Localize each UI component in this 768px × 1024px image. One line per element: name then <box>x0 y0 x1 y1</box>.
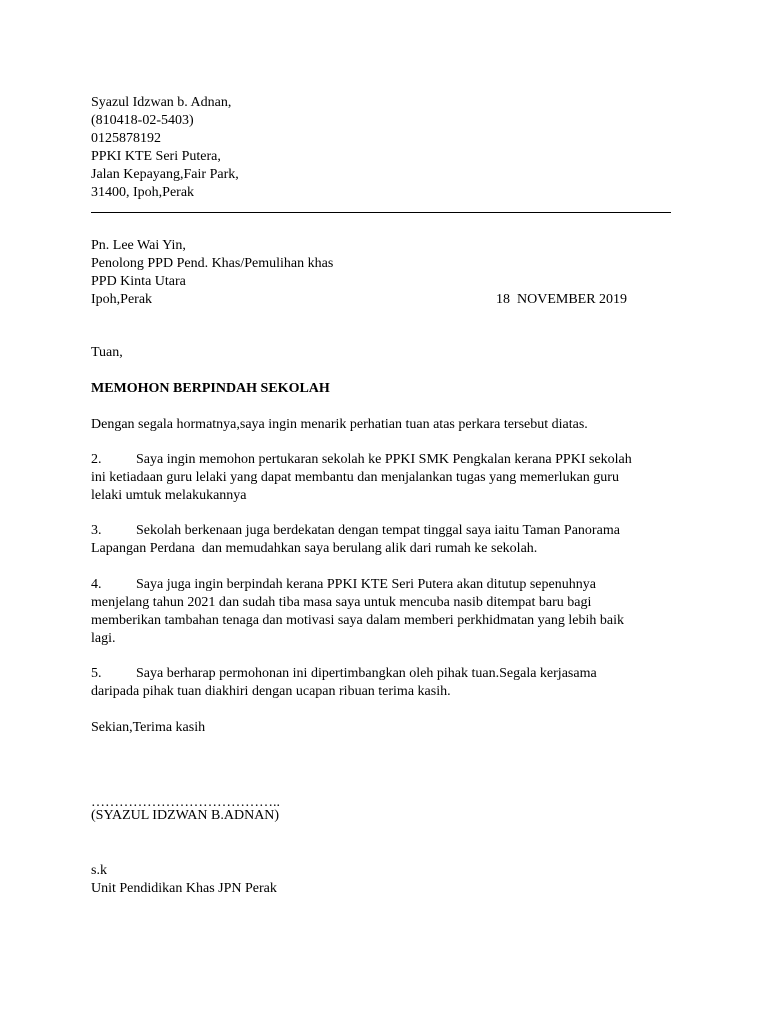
paragraph-number: 2. <box>91 452 102 467</box>
cc-recipient: Unit Pendidikan Khas JPN Perak <box>91 881 277 896</box>
paragraph-text: Saya juga ingin berpindah kerana PPKI KTE Seri Putera akan ditutup sepenuhnya <box>136 577 596 592</box>
intro-paragraph: Dengan segala hormatnya,saya ingin menarik perhatian tuan atas perkara tersebut diatas. <box>91 417 588 432</box>
paragraph-5-line-2: daripada pihak tuan diakhiri dengan ucapan ribuan terima kasih. <box>91 684 451 699</box>
paragraph-text: Sekolah berkenaan juga berdekatan dengan tempat tinggal saya iaitu Taman Panorama <box>136 523 620 538</box>
paragraph-text: Saya ingin memohon pertukaran sekolah ke PPKI SMK Pengkalan kerana PPKI sekolah <box>136 452 632 467</box>
recipient-city: Ipoh,Perak <box>91 292 153 307</box>
recipient-name: Pn. Lee Wai Yin, <box>91 238 186 253</box>
paragraph-3-line-1 <box>91 522 620 540</box>
recipient-title: Penolong PPD Pend. Khas/Pemulihan khas <box>91 256 334 271</box>
paragraph-4-line-3: memberikan tambahan tenaga dan motivasi saya dalam memberi perkhidmatan yang lebih baik <box>91 613 624 628</box>
closing-text: Sekian,Terima kasih <box>91 720 206 735</box>
paragraph-5-line-1 <box>91 665 597 683</box>
paragraph-3-line-2: Lapangan Perdana dan memudahkan saya berulang alik dari rumah ke sekolah. <box>91 541 538 556</box>
paragraph-4-line-2: menjelang tahun 2021 dan sudah tiba masa saya untuk mencuba nasib ditempat baru bagi <box>91 595 592 610</box>
salutation: Tuan, <box>91 345 123 360</box>
sender-address-line-1: PPKI KTE Seri Putera, <box>91 149 221 164</box>
paragraph-number: 3. <box>91 523 102 538</box>
header-divider <box>91 212 671 213</box>
recipient-office: PPD Kinta Utara <box>91 274 186 289</box>
subject-heading: MEMOHON BERPINDAH SEKOLAH <box>91 381 330 396</box>
paragraph-number: 5. <box>91 666 102 681</box>
sender-name: Syazul Idzwan b. Adnan, <box>91 95 232 110</box>
signature-name: (SYAZUL IDZWAN B.ADNAN) <box>91 808 280 823</box>
cc-label: s.k <box>91 863 107 878</box>
sender-ic: (810418-02-5403) <box>91 113 194 128</box>
signature-line: ………………………………….. <box>91 795 280 810</box>
paragraph-text: Saya berharap permohonan ini dipertimbangkan oleh pihak tuan.Segala kerjasama <box>136 666 597 681</box>
paragraph-2-line-2: ini ketiadaan guru lelaki yang dapat membantu dan menjalankan tugas yang memerlukan guru <box>91 470 619 485</box>
sender-phone: 0125878192 <box>91 131 161 146</box>
paragraph-2-line-1 <box>91 451 632 469</box>
paragraph-4-line-1 <box>91 576 596 594</box>
sender-address-line-3: 31400, Ipoh,Perak <box>91 185 195 200</box>
paragraph-2-line-3: lelaki umtuk melakukannya <box>91 488 247 503</box>
paragraph-4-line-4: lagi. <box>91 631 116 646</box>
sender-address-line-2: Jalan Kepayang,Fair Park, <box>91 167 239 182</box>
paragraph-number: 4. <box>91 577 102 592</box>
letter-date: 18 NOVEMBER 2019 <box>496 292 628 307</box>
